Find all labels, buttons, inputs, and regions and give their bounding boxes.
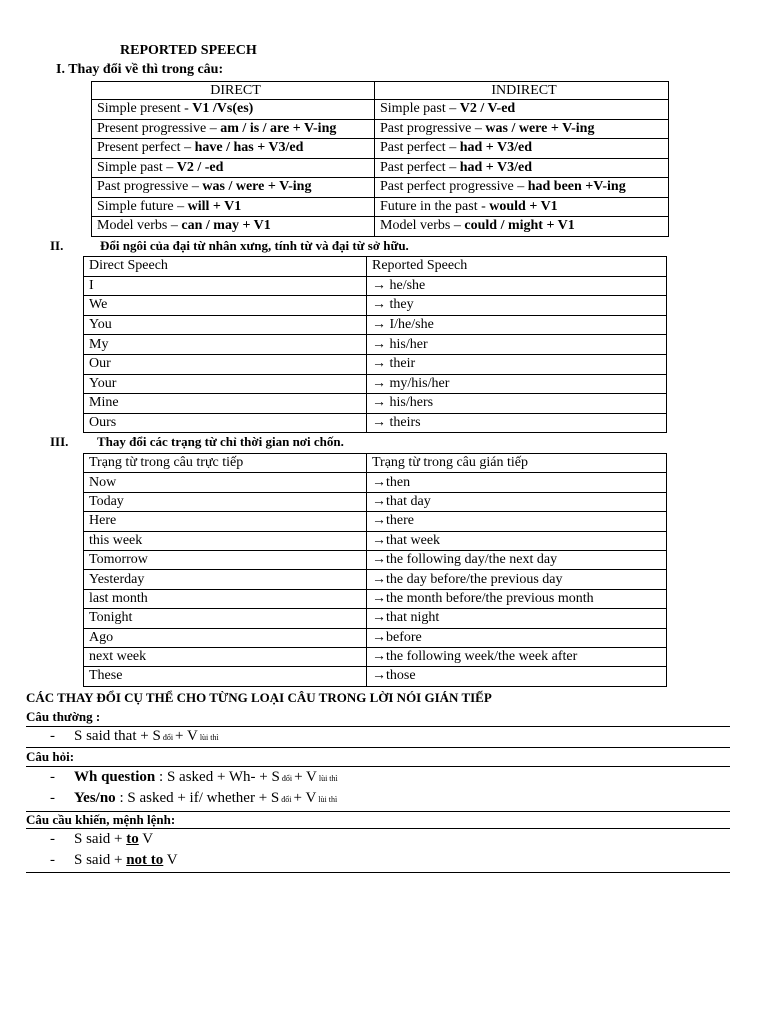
formula-subscript: đổi xyxy=(279,774,295,783)
formula-subscript: lùi thì xyxy=(316,795,338,804)
tense-name: Model verbs – xyxy=(97,218,182,234)
formula-text: + V xyxy=(294,769,317,785)
table-row xyxy=(84,531,667,550)
formula-text: V xyxy=(163,852,178,868)
direct-cell: next week xyxy=(84,647,367,666)
tense-form: could / might + V1 xyxy=(464,218,575,234)
wh-question-formula xyxy=(50,769,338,786)
tense-name: Past progressive – xyxy=(97,179,203,195)
table-row xyxy=(92,100,669,120)
table-row xyxy=(84,335,667,355)
adverb-change-table xyxy=(83,453,667,687)
table-row xyxy=(84,276,667,296)
divider xyxy=(26,766,730,767)
direct-tense-cell xyxy=(92,139,375,159)
tense-form: had + V3/ed xyxy=(459,140,532,156)
command-formula xyxy=(50,831,153,848)
reported-cell: → my/his/her xyxy=(367,374,667,394)
table-row xyxy=(92,178,669,198)
formula-keyword: Wh question xyxy=(74,769,156,785)
reported-cell: → I/he/she xyxy=(367,315,667,335)
formula-keyword: Yes/no xyxy=(74,790,116,806)
bullet-dash: - xyxy=(50,852,55,868)
reported-cell: →those xyxy=(367,667,667,686)
direct-cell: Now xyxy=(84,473,367,492)
direct-cell: We xyxy=(84,296,367,316)
reported-cell: → he/she xyxy=(367,276,667,296)
formula-subscript: lùi thì xyxy=(316,774,338,783)
bullet-dash: - xyxy=(50,728,55,744)
direct-cell: Your xyxy=(84,374,367,394)
reported-cell: →the following day/the next day xyxy=(367,550,667,569)
tense-name: Simple past – xyxy=(380,101,460,117)
direct-tense-cell xyxy=(92,158,375,178)
reported-speech-header: Reported Speech xyxy=(367,257,667,277)
table-row xyxy=(84,512,667,531)
table-row xyxy=(92,139,669,159)
table-row xyxy=(84,628,667,647)
direct-cell: You xyxy=(84,315,367,335)
direct-cell: I xyxy=(84,276,367,296)
direct-cell: last month xyxy=(84,589,367,608)
direct-cell: Here xyxy=(84,512,367,531)
reported-cell: → they xyxy=(367,296,667,316)
table-row xyxy=(84,296,667,316)
reported-cell: →there xyxy=(367,512,667,531)
formula-text: + V xyxy=(175,728,198,744)
tense-form: had + V3/ed xyxy=(459,159,532,175)
formula-keyword: to xyxy=(126,831,139,847)
direct-cell: Mine xyxy=(84,394,367,414)
table-row xyxy=(84,550,667,569)
direct-adverb-header: Trạng từ trong câu trực tiếp xyxy=(84,454,367,473)
formula-subscript: lùi thì xyxy=(197,733,219,742)
section-2-number: II. xyxy=(50,238,64,253)
direct-cell: Yesterday xyxy=(84,570,367,589)
tense-name: Present perfect – xyxy=(97,140,195,156)
section-1-heading: I. Thay đổi về thì trong câu: xyxy=(56,62,224,77)
indirect-adverb-header: Trạng từ trong câu gián tiếp xyxy=(367,454,667,473)
table-row xyxy=(84,570,667,589)
table-header-row xyxy=(84,454,667,473)
section-3-heading xyxy=(50,434,344,450)
question-label: Câu hỏi: xyxy=(26,749,75,764)
direct-tense-cell xyxy=(92,119,375,139)
direct-tense-cell xyxy=(92,217,375,237)
tense-form: V2 / -ed xyxy=(176,159,224,175)
reported-cell: →the day before/the previous day xyxy=(367,570,667,589)
formula-text: S said + xyxy=(74,852,127,868)
table-row xyxy=(84,667,667,686)
table-header-row xyxy=(84,257,667,277)
reported-cell: →that night xyxy=(367,609,667,628)
table-row xyxy=(92,158,669,178)
section-4-heading: CÁC THAY ĐỔI CỤ THỂ CHO TỪNG LOẠI CÂU TRONG LỜI NÓI GIÁN TIẾP xyxy=(26,690,492,705)
formula-subscript: đổi xyxy=(279,795,294,804)
command-label: Câu cầu khiến, mệnh lệnh: xyxy=(26,812,176,827)
section-2-heading xyxy=(50,238,409,254)
table-row xyxy=(84,609,667,628)
formula-text: V xyxy=(138,831,154,847)
divider xyxy=(26,872,730,873)
negative-command-formula xyxy=(50,852,178,869)
formula-text: S said that + S xyxy=(74,728,161,744)
direct-tense-cell xyxy=(92,100,375,120)
direct-cell: These xyxy=(84,667,367,686)
indirect-tense-cell xyxy=(375,158,669,178)
reported-cell: → their xyxy=(367,354,667,374)
section-2-heading-text: Đổi ngôi của đại từ nhân xưng, tính từ và đại từ sở hữu. xyxy=(100,238,409,253)
table-row xyxy=(84,354,667,374)
formula-text: : S asked + Wh- + S xyxy=(155,769,280,785)
indirect-tense-cell xyxy=(375,139,669,159)
direct-cell: My xyxy=(84,335,367,355)
divider xyxy=(26,726,730,727)
direct-tense-cell xyxy=(92,197,375,217)
formula-keyword: not to xyxy=(126,852,164,868)
tense-form: was / were + V-ing xyxy=(202,179,312,195)
reported-cell: →the month before/the previous month xyxy=(367,589,667,608)
reported-cell: → his/her xyxy=(367,335,667,355)
indirect-tense-cell xyxy=(375,197,669,217)
table-row xyxy=(84,589,667,608)
formula-subscript: đổi xyxy=(160,733,176,742)
divider xyxy=(26,747,730,748)
tense-form: have / has + V3/ed xyxy=(194,140,304,156)
tense-form: had been +V-ing xyxy=(527,179,626,195)
tense-form: can / may + V1 xyxy=(181,218,271,234)
reported-cell: →the following week/the week after xyxy=(367,647,667,666)
tense-name: Future in the past - xyxy=(380,198,490,214)
reported-cell: →then xyxy=(367,473,667,492)
bullet-dash: - xyxy=(50,790,55,806)
direct-speech-header: Direct Speech xyxy=(84,257,367,277)
indirect-column-header: INDIRECT xyxy=(375,82,669,100)
tense-name: Simple past – xyxy=(97,159,177,175)
indirect-tense-cell xyxy=(375,178,669,198)
table-row xyxy=(84,374,667,394)
formula-text: S said + xyxy=(74,831,127,847)
direct-cell: Today xyxy=(84,492,367,511)
tense-form: V2 / V-ed xyxy=(459,101,516,117)
tense-name: Simple present - xyxy=(97,101,193,117)
direct-tense-cell xyxy=(92,178,375,198)
indirect-tense-cell xyxy=(375,100,669,120)
direct-column-header: DIRECT xyxy=(92,82,375,100)
reported-cell: →before xyxy=(367,628,667,647)
table-row xyxy=(84,413,667,433)
tense-form: will + V1 xyxy=(187,198,242,214)
direct-cell: Tonight xyxy=(84,609,367,628)
tense-change-table xyxy=(91,81,669,237)
page-title: REPORTED SPEECH xyxy=(120,43,257,58)
direct-cell: Tomorrow xyxy=(84,550,367,569)
tense-name: Simple future – xyxy=(97,198,188,214)
tense-form: V1 /Vs(es) xyxy=(192,101,254,117)
table-row xyxy=(84,394,667,414)
tense-name: Past perfect – xyxy=(380,159,460,175)
tense-name: Past perfect – xyxy=(380,140,460,156)
tense-form: would + V1 xyxy=(489,198,558,214)
table-row xyxy=(84,647,667,666)
table-row xyxy=(84,473,667,492)
reported-cell: → theirs xyxy=(367,413,667,433)
direct-cell: this week xyxy=(84,531,367,550)
divider xyxy=(26,828,730,829)
yes-no-question-formula xyxy=(50,790,337,807)
statement-label: Câu thường : xyxy=(26,709,101,724)
table-row xyxy=(84,315,667,335)
reported-cell: → his/hers xyxy=(367,394,667,414)
formula-text: + V xyxy=(293,790,317,806)
table-row xyxy=(84,492,667,511)
indirect-tense-cell xyxy=(375,217,669,237)
tense-name: Model verbs – xyxy=(380,218,465,234)
formula-text: : S asked + if/ whether + S xyxy=(115,790,280,806)
table-row xyxy=(92,119,669,139)
section-3-number: III. xyxy=(50,434,69,449)
tense-name: Past progressive – xyxy=(380,120,486,136)
direct-cell: Ago xyxy=(84,628,367,647)
indirect-tense-cell xyxy=(375,119,669,139)
reported-cell: →that day xyxy=(367,492,667,511)
tense-form: was / were + V-ing xyxy=(485,120,595,136)
direct-cell: Our xyxy=(84,354,367,374)
reported-cell: →that week xyxy=(367,531,667,550)
bullet-dash: - xyxy=(50,831,55,847)
table-header-row xyxy=(92,82,669,100)
pronoun-change-table xyxy=(83,256,667,433)
table-row xyxy=(92,197,669,217)
direct-cell: Ours xyxy=(84,413,367,433)
tense-name: Present progressive – xyxy=(97,120,221,136)
section-3-heading-text: Thay đổi các trạng từ chỉ thời gian nơi chốn. xyxy=(97,434,344,449)
statement-formula xyxy=(50,728,219,745)
tense-form: am / is / are + V-ing xyxy=(220,120,337,136)
bullet-dash: - xyxy=(50,769,55,785)
tense-name: Past perfect progressive – xyxy=(380,179,528,195)
table-row xyxy=(92,217,669,237)
